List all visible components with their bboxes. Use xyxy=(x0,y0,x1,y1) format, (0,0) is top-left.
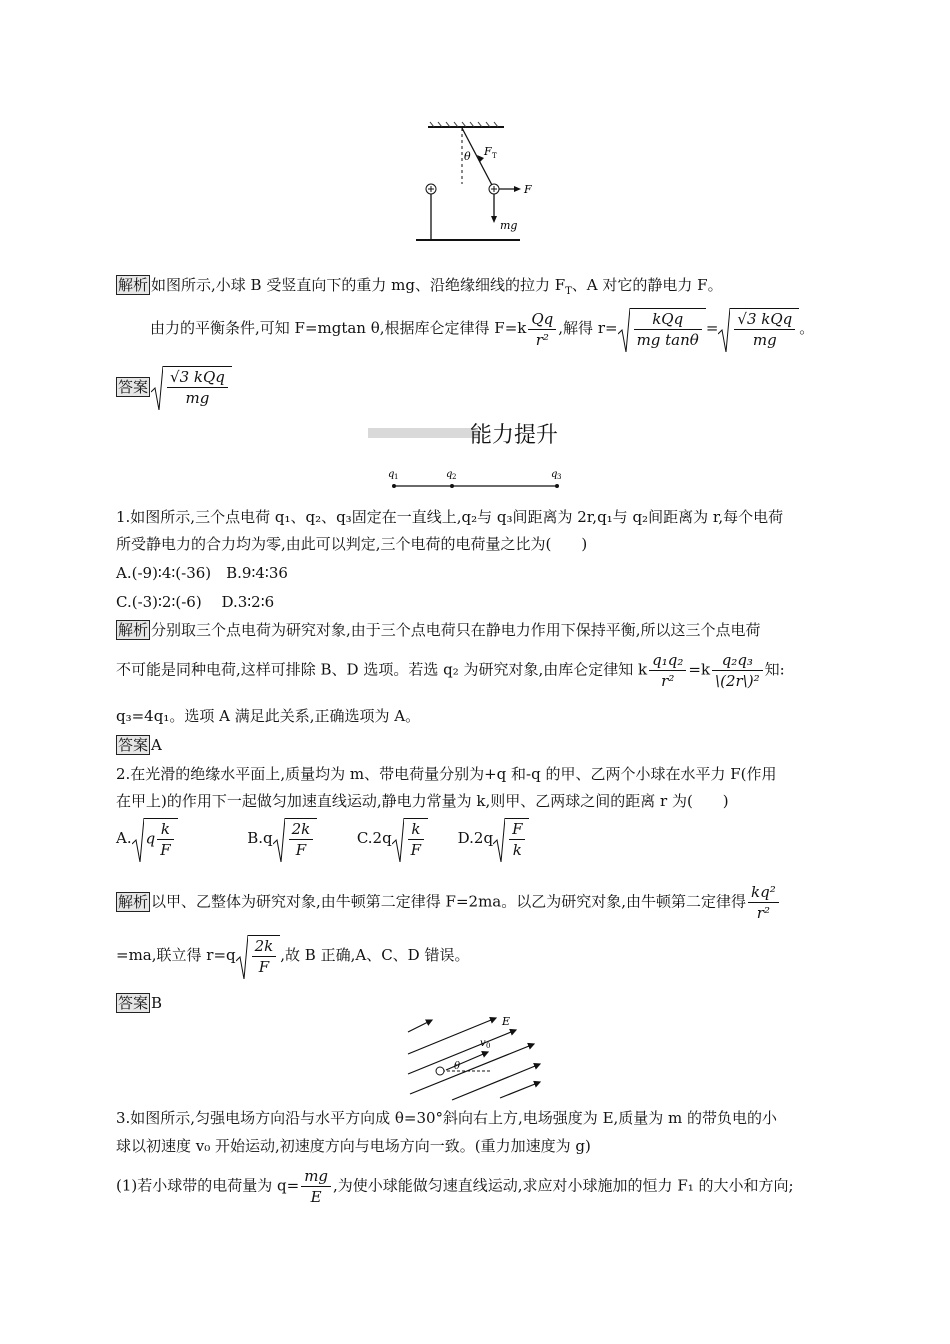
answer-tag: 答案 xyxy=(118,736,149,754)
svg-text:q: q xyxy=(388,469,395,480)
svg-text:E: E xyxy=(502,1015,511,1028)
q1-stem-line1: 1.如图所示,三个点电荷 q₁、q₂、q₃固定在一直线上,q₂与 q₃间距离为 2r,q₁与 q₂间距离为 r,每个电荷 xyxy=(116,508,784,526)
answer-tag: 答案 xyxy=(118,378,149,396)
q1-stem-line2: 所受静电力的合力均为零,由此可以判定,三个电荷的电荷量之比为( ) xyxy=(116,535,588,553)
q3-sub1: (1)若小球带的电荷量为 q= $\frac{mg}{E}$ ,为使小球能做匀速直线运动,求应对小球施加的恒力 F₁ 的大小和方向; xyxy=(116,1167,794,1206)
svg-text:2: 2 xyxy=(452,473,457,481)
svg-text:0: 0 xyxy=(486,1042,491,1050)
analysis-tag: 解析 xyxy=(118,621,149,639)
q2-option-a: A. q $\frac{k}{F}$ xyxy=(116,829,178,847)
force-label: F xyxy=(524,183,532,196)
q1-analysis-line2: 不可能是同种电荷,这样可排除 B、D 选项。若选 q₂ 为研究对象,由库仑定律知 k $\frac{\text{q₁q₂}}{\text{r²}}$ =k $\frac{\text{q₂q₃}}{\text{\textbackslash{}(2r\textbackslash{})²}}$ 知: xyxy=(116,651,785,690)
q2-stem-line1: 2.在光滑的绝缘水平面上,质量均为 m、带电荷量分别为+q 和-q 的甲、乙两个小球在水平力 F(作用 xyxy=(116,765,777,783)
section-title-bar xyxy=(368,428,478,438)
analysis-tag: 解析 xyxy=(118,892,149,911)
q2-options xyxy=(116,818,529,860)
svg-text:3: 3 xyxy=(557,473,562,481)
sqrt-expression: $\frac{\text{√3 kQq}}{mg}$ xyxy=(151,366,232,408)
prev-answer xyxy=(116,366,232,408)
analysis-tag: 解析 xyxy=(118,276,149,294)
prev-analysis-line1: 解析 如图所示,小球 B 受竖直向下的重力 mg、沿绝缘细线的拉力 $F_T$、A 对它的静电力 F。 xyxy=(118,276,723,297)
fraction: $\frac{Qq}{\text{r²}}$ xyxy=(528,309,556,350)
svg-text:q: q xyxy=(446,469,453,480)
gravity-label: mg xyxy=(500,219,518,232)
sqrt-expression: $\frac{\text{√3 kQq}}{mg}$ xyxy=(718,308,799,350)
q2-answer: 答案 B xyxy=(118,994,163,1012)
figure-pendulum xyxy=(400,118,540,246)
q3-stem-line2: 球以初速度 v₀ 开始运动,初速度方向与电场方向一致。(重力加速度为 g) xyxy=(116,1137,591,1155)
q1-analysis-line3: q₃=4q₁。选项 A 满足此关系,正确选项为 A。 xyxy=(116,707,421,725)
tension-label: F xyxy=(484,145,492,158)
q1-answer: 答案 A xyxy=(118,736,162,754)
svg-text:θ: θ xyxy=(454,1061,461,1072)
svg-text:v: v xyxy=(480,1038,486,1049)
svg-text:1: 1 xyxy=(394,473,399,481)
q2-option-d: D.2q $\frac{F}{k}$ xyxy=(458,829,530,847)
q2-option-b: B.q $\frac{2k}{F}$ xyxy=(247,829,317,847)
q2-stem-line2: 在甲上)的作用下一起做匀加速直线运动,静电力常量为 k,则甲、乙两球之间的距离 r 为( ) xyxy=(116,792,729,810)
tension-sub: T xyxy=(492,152,497,160)
q2-option-c: C.2q $\frac{k}{F}$ xyxy=(357,829,428,847)
q3-stem-line1: 3.如图所示,匀强电场方向沿与水平方向成 θ=30°斜向右上方,电场强度为 E,质量为 m 的带负电的小 xyxy=(116,1109,778,1127)
q1-analysis-line1: 解析 分别取三个点电荷为研究对象,由于三个点电荷只在静电力作用下保持平衡,所以这三个点电荷 xyxy=(118,621,761,639)
q1-options-line1: A.(-9)∶4∶(-36) B.9∶4∶36 xyxy=(116,564,288,582)
section-title: 能力提升 xyxy=(470,423,559,448)
q2-analysis-line1: 解析 以甲、乙整体为研究对象,由牛顿第二定律得 F=2ma。以乙为研究对象,由牛顿第二定律得 $\frac{\text{kq²}}{\text{r²}}$ xyxy=(116,882,781,923)
svg-text:q: q xyxy=(551,469,558,480)
answer-tag: 答案 xyxy=(118,994,149,1012)
q2-analysis-line2: =ma,联立得 r=q $\frac{2k}{F}$ ,故 B 正确,A、C、D 错误。 xyxy=(116,935,469,977)
prev-analysis-line2: 由力的平衡条件,可知 F=mgtan θ,根据库仑定律得 F=k $\frac{Qq}{\text{r²}}$ ,解得 r= $\frac{\text{kQq}}{\text{mg tanθ}}$ = $\frac{\text{√3 kQq}}{mg}$ 。 xyxy=(150,308,814,350)
figure-electric-field xyxy=(400,1010,550,1102)
theta-label: θ xyxy=(464,150,471,163)
figure-three-charges xyxy=(385,466,565,492)
q1-options-line2: C.(-3)∶2∶(-6) D.3∶2∶6 xyxy=(116,593,275,611)
sqrt-expression: $\frac{\text{kQq}}{\text{mg tanθ}}$ xyxy=(618,308,706,350)
